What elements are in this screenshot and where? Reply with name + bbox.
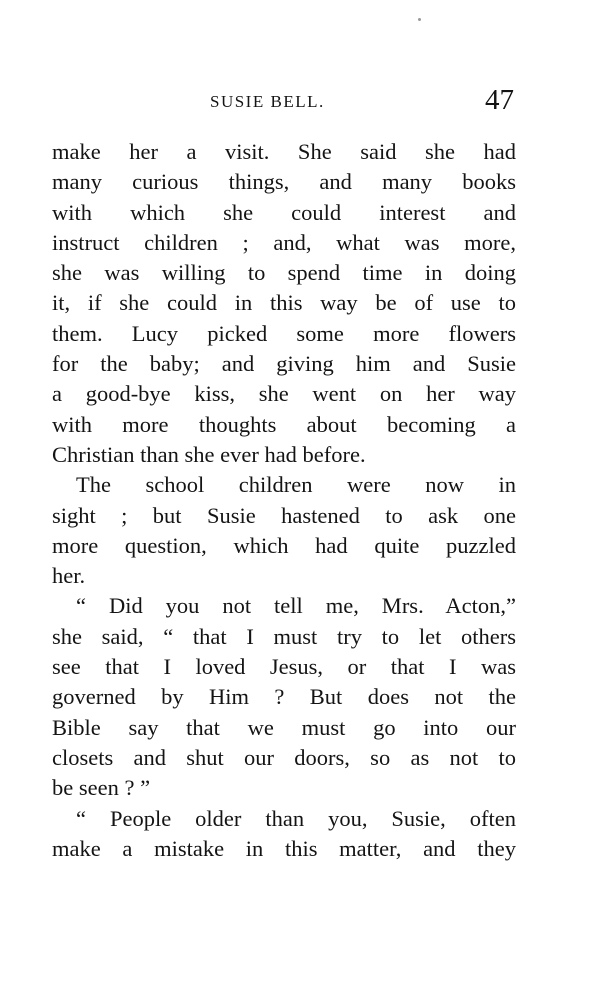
- text-line: for the baby; and giving him and Susie: [52, 351, 516, 377]
- running-head: [52, 84, 514, 124]
- text-line: make a mistake in this matter, and they: [52, 835, 516, 861]
- paper-speck: [418, 18, 421, 21]
- running-title: SUSIE BELL.: [210, 92, 325, 111]
- text-line: sight ; but Susie hastened to ask one: [52, 502, 516, 528]
- text-line: Christian than she ever had before.: [52, 441, 366, 467]
- text-line: governed by Him ? But does not the: [52, 684, 516, 710]
- text-line: with which she could interest and: [52, 199, 516, 225]
- text-line: see that I loved Jesus, or that I was: [52, 654, 516, 680]
- text-line: The school children were now in: [76, 472, 516, 498]
- text-line: Bible say that we must go into our: [52, 714, 516, 740]
- text-line: them. Lucy picked some more flowers: [52, 320, 516, 346]
- text-line: closets and shut our doors, so as not to: [52, 744, 516, 770]
- text-line: a good-bye kiss, she went on her way: [52, 381, 516, 407]
- text-line: she said, “ that I must try to let others: [52, 623, 516, 649]
- text-line: she was willing to spend time in doing: [52, 260, 516, 286]
- text-line: be seen ? ”: [52, 775, 151, 801]
- text-line: with more thoughts about becoming a: [52, 411, 516, 437]
- text-line: many curious things, and many books: [52, 169, 516, 195]
- text-line: more question, which had quite puzzled: [52, 532, 516, 558]
- text-line: it, if she could in this way be of use to: [52, 290, 516, 316]
- page-number: 47: [485, 84, 514, 116]
- text-line: instruct children ; and, what was more,: [52, 229, 516, 255]
- text-line: her.: [52, 563, 86, 589]
- text-line: “ People older than you, Susie, often: [76, 805, 516, 831]
- body-text: [52, 137, 516, 864]
- text-line: make her a visit. She said she had: [52, 139, 516, 164]
- text-line: “ Did you not tell me, Mrs. Acton,”: [76, 593, 516, 619]
